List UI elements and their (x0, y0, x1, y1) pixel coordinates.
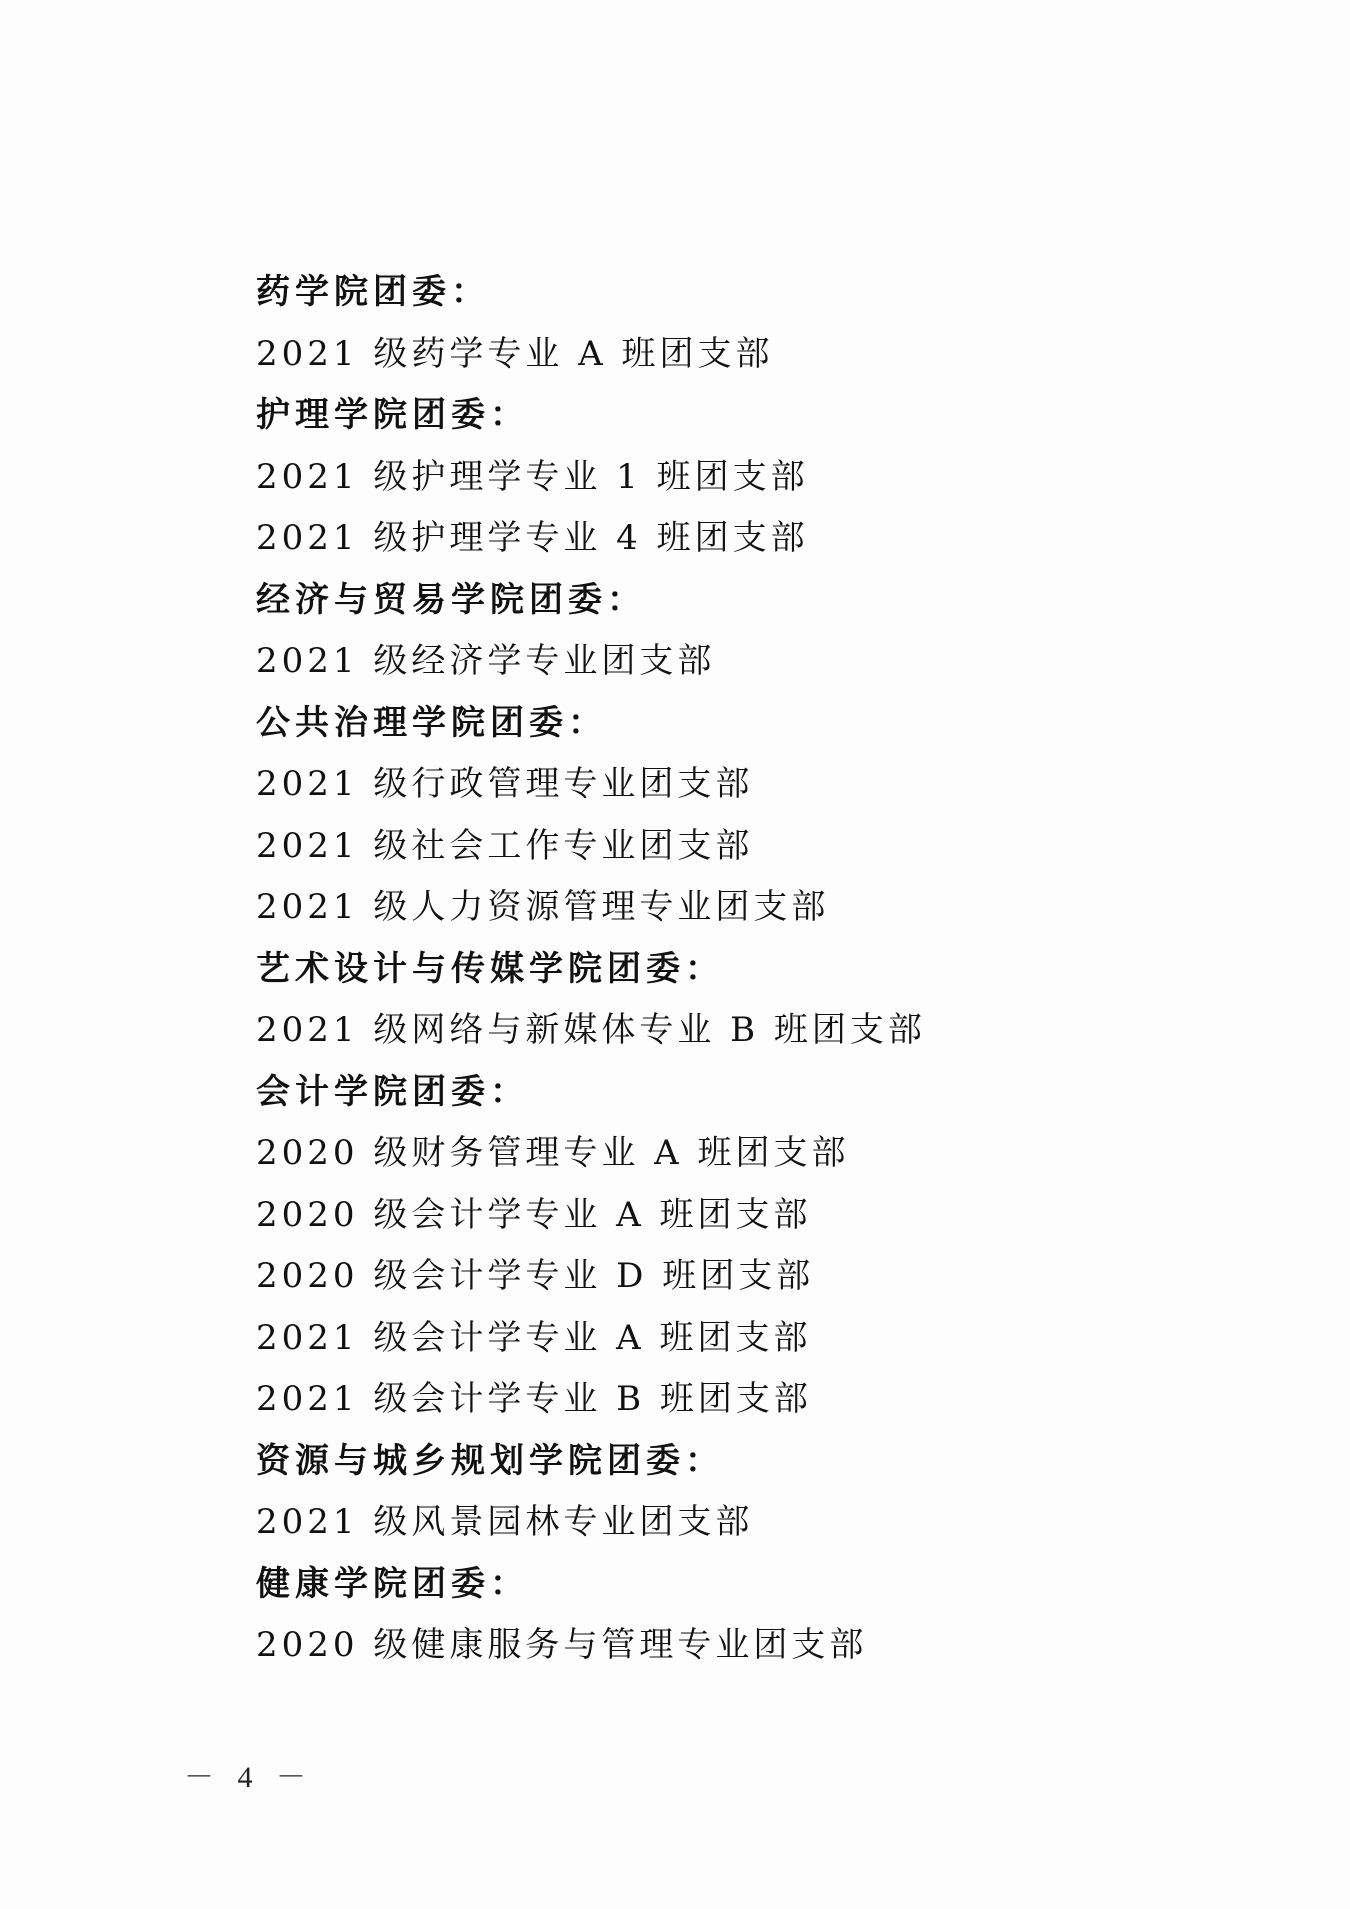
section-heading: 公共治理学院团委： (256, 702, 607, 743)
list-item: 2021 级社会工作专业团支部 (256, 825, 754, 866)
list-item: 2020 级健康服务与管理专业团支部 (256, 1625, 868, 1665)
section-heading: 会计学院团委： (256, 1071, 529, 1112)
list-item: 2021 级行政管理专业团支部 (256, 764, 754, 804)
list-item: 2021 级经济学专业团支部 (256, 641, 716, 681)
list-item: 2021 级会计学专业 B 班团支部 (256, 1379, 812, 1419)
section-heading: 药学院团委： (256, 272, 490, 312)
section-heading: 护理学院团委： (256, 395, 529, 435)
list-item: 2021 级会计学专业 A 班团支部 (256, 1317, 812, 1358)
list-item: 2021 级人力资源管理专业团支部 (256, 887, 830, 927)
list-item: 2021 级风景园林专业团支部 (256, 1502, 754, 1542)
section-heading: 经济与贸易学院团委： (256, 579, 646, 620)
section-heading: 资源与城乡规划学院团委： (256, 1440, 724, 1481)
list-item: 2021 级护理学专业 1 班团支部 (256, 456, 809, 497)
list-item: 2020 级会计学专业 D 班团支部 (256, 1256, 815, 1296)
list-item: 2020 级财务管理专业 A 班团支部 (256, 1133, 850, 1173)
page-number: － 4 － (184, 1761, 314, 1794)
list-item: 2020 级会计学专业 A 班团支部 (256, 1194, 812, 1235)
section-heading: 艺术设计与传媒学院团委： (256, 948, 724, 989)
list-item: 2021 级护理学专业 4 班团支部 (256, 518, 809, 558)
list-item: 2021 级药学专业 A 班团支部 (256, 333, 774, 374)
document-body (256, 262, 1256, 1677)
list-item: 2021 级网络与新媒体专业 B 班团支部 (256, 1010, 926, 1050)
section-heading: 健康学院团委： (256, 1563, 529, 1604)
